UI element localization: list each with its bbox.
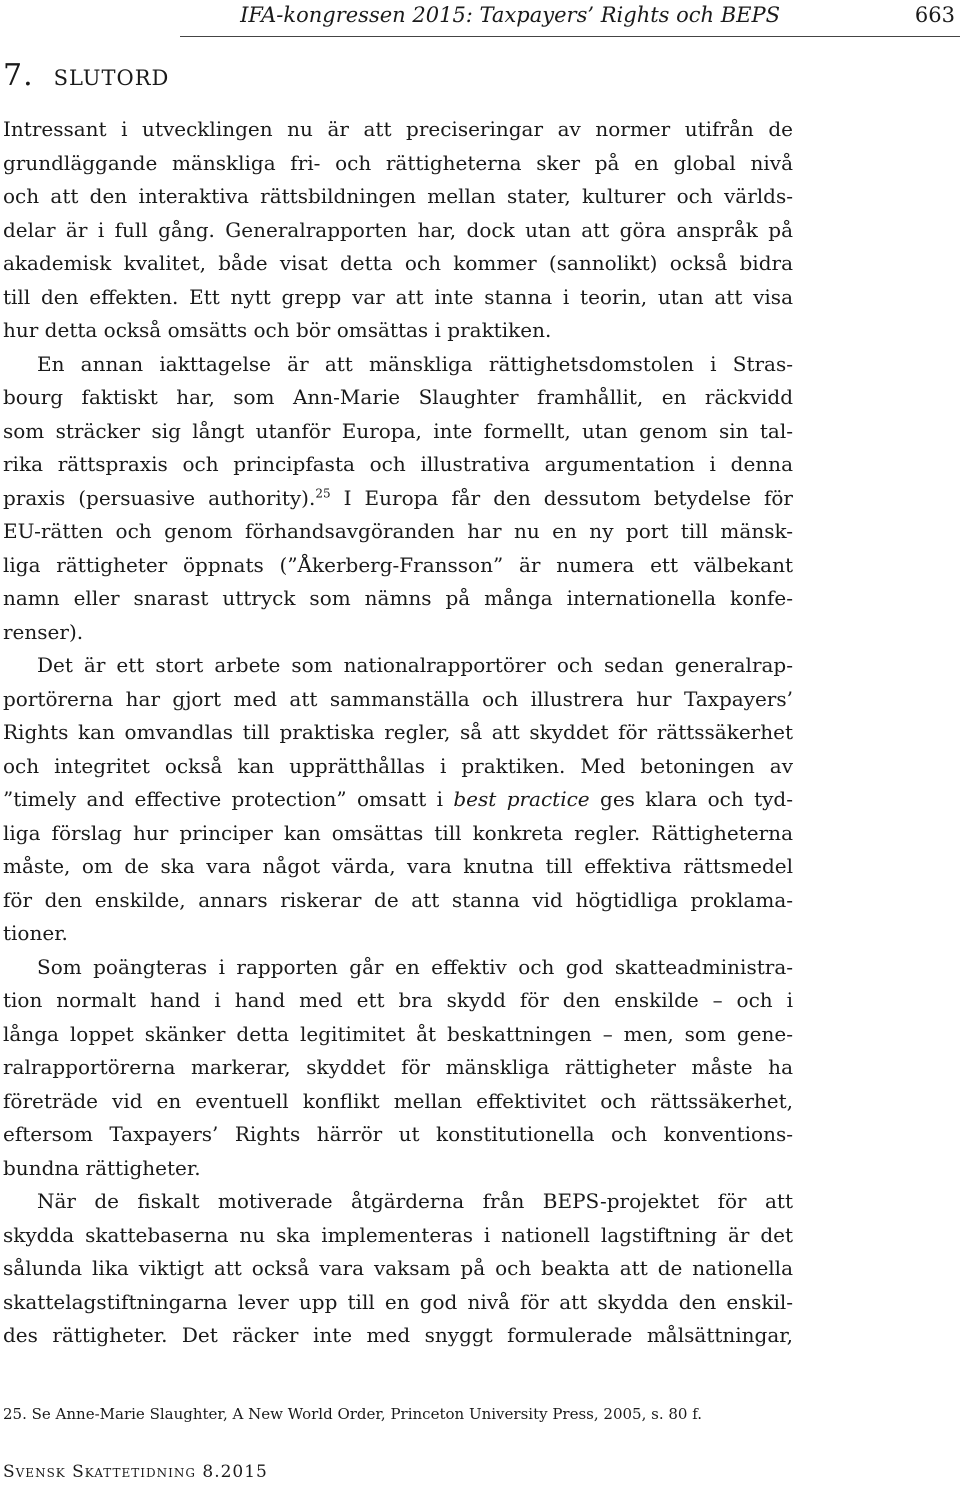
text-line: eftersom Taxpayers’ Rights härrör ut konstitutionella och konventions-: [3, 1122, 793, 1146]
text-line: och att den interaktiva rättsbildningen mellan stater, kulturer och världs-: [3, 184, 793, 208]
text-line: för den enskilde, annars riskerar de att stanna vid högtidliga proklama-: [3, 887, 793, 912]
text-line: och integritet också kan upprätthållas i praktiken. Med betoningen av: [3, 753, 793, 778]
section-heading: [3, 56, 169, 96]
text-line: Det är ett stort arbete som nationalrapportörer och sedan generalrap-: [37, 653, 793, 677]
text-line: En annan iakttagelse är att mänskliga rättighetsdomstolen i Stras-: [37, 351, 793, 376]
section-title: slutord: [53, 58, 170, 93]
journal-footer: Svensk Skattetidning 8.2015: [3, 1462, 268, 1482]
text-fragment: ”timely and effective protection” omsatt i: [3, 787, 454, 811]
footnote-number: 25.: [3, 1405, 27, 1423]
text-line: långa loppet skänker detta legitimitet åt beskattningen – men, som gene-: [3, 1021, 793, 1046]
text-line: portörerna har gjort med att sammanställa och illustrera hur Taxpayers’: [3, 686, 793, 711]
running-title: IFA-kongressen 2015: Taxpayers’ Rights och BEPS: [240, 3, 780, 27]
text-line: delar är i full gång. Generalrapporten har, dock utan att göra anspråk på: [3, 217, 793, 242]
text-line-with-italic: [3, 783, 793, 817]
text-fragment: I Europa får den dessutom betydelse för: [330, 485, 793, 510]
text-fragment: ges klara och tyd-: [589, 787, 793, 811]
footnote-rule: [3, 1386, 203, 1387]
paragraph: [3, 113, 793, 348]
text-line: liga förslag hur principer kan omsättas till konkreta regler. Rättigheterna: [3, 820, 793, 845]
text-line: skydda skattebaserna nu ska implementeras i nationell lagstiftning är det: [3, 1222, 793, 1247]
text-line: bundna rättigheter.: [3, 1155, 201, 1180]
text-line: till den effekten. Ett nytt grepp var att inte stanna i teorin, utan att visa: [3, 284, 793, 309]
text-line: som sträcker sig långt utanför Europa, inte formellt, utan genom sin tal-: [3, 418, 793, 443]
header-rule: [180, 36, 960, 37]
footnote-reference[interactable]: 25: [315, 485, 331, 500]
text-line: des rättigheter. Det räcker inte med snyggt formulerade målsättningar,: [3, 1323, 793, 1347]
text-line: tioner.: [3, 921, 68, 945]
text-line: Intressant i utvecklingen nu är att preciseringar av normer utifrån de: [3, 117, 793, 141]
text-line: hur detta också omsätts och bör omsättas i praktiken.: [3, 318, 552, 342]
text-line: akademisk kvalitet, både visat detta och kommer (sannolikt) också bidra: [3, 251, 793, 275]
text-line: namn eller snarast uttryck som nämns på många internationella konfe-: [3, 586, 793, 610]
text-line: sålunda lika viktigt att också vara vaksam på och beakta att de nationella: [3, 1256, 793, 1280]
text-line: När de fiskalt motiverade åtgärderna från BEPS-projektet för att: [37, 1189, 793, 1213]
text-line: skattelagstiftningarna lever upp till en god nivå för att skydda den enskil-: [3, 1289, 793, 1314]
text-line: tion normalt hand i hand med ett bra skydd för den enskilde – och i: [3, 988, 793, 1012]
section-number: 7.: [3, 58, 34, 93]
footnote-text: Se Anne-Marie Slaughter, A New World Order, Princeton University Press, 2005, s. 80 f.: [31, 1405, 702, 1423]
page-header: [0, 0, 960, 38]
paragraph: [3, 951, 793, 1186]
text-line: måste, om de ska vara något värda, vara knutna till effektiva rättsmedel: [3, 854, 793, 878]
body-text: [3, 113, 793, 1353]
text-fragment: praxis (persuasive authority).: [3, 485, 316, 510]
page-number: 663: [914, 3, 955, 27]
text-line-with-note: [3, 482, 793, 516]
italic-term: best practice: [453, 787, 590, 811]
text-line: ralrapportörerna markerar, skyddet för mänskliga rättigheter måste ha: [3, 1055, 793, 1079]
text-line: rika rättspraxis och principfasta och illustrativa argumentation i denna: [3, 452, 793, 476]
text-line: bourg faktiskt har, som Ann-Marie Slaughter framhållit, en räckvidd: [3, 385, 793, 409]
paragraph: [3, 649, 793, 951]
text-line: Rights kan omvandlas till praktiska regler, så att skyddet för rättssäkerhet: [3, 720, 793, 744]
text-line: renser).: [3, 619, 84, 644]
paragraph: [3, 348, 793, 650]
text-line: EU-rätten och genom förhandsavgöranden har nu en ny port till mänsk-: [3, 519, 793, 543]
text-line: liga rättigheter öppnats (”Åkerberg-Fransson” är numera ett välbekant: [3, 552, 793, 577]
text-line: företräde vid en eventuell konflikt mellan effektivitet och rättssäkerhet,: [3, 1088, 793, 1113]
footnote: [3, 1403, 702, 1425]
text-line: Som poängteras i rapporten går en effektiv och god skatteadministra-: [37, 954, 793, 979]
text-line: grundläggande mänskliga fri- och rättigheterna sker på en global nivå: [3, 150, 793, 175]
paragraph: [3, 1185, 793, 1353]
